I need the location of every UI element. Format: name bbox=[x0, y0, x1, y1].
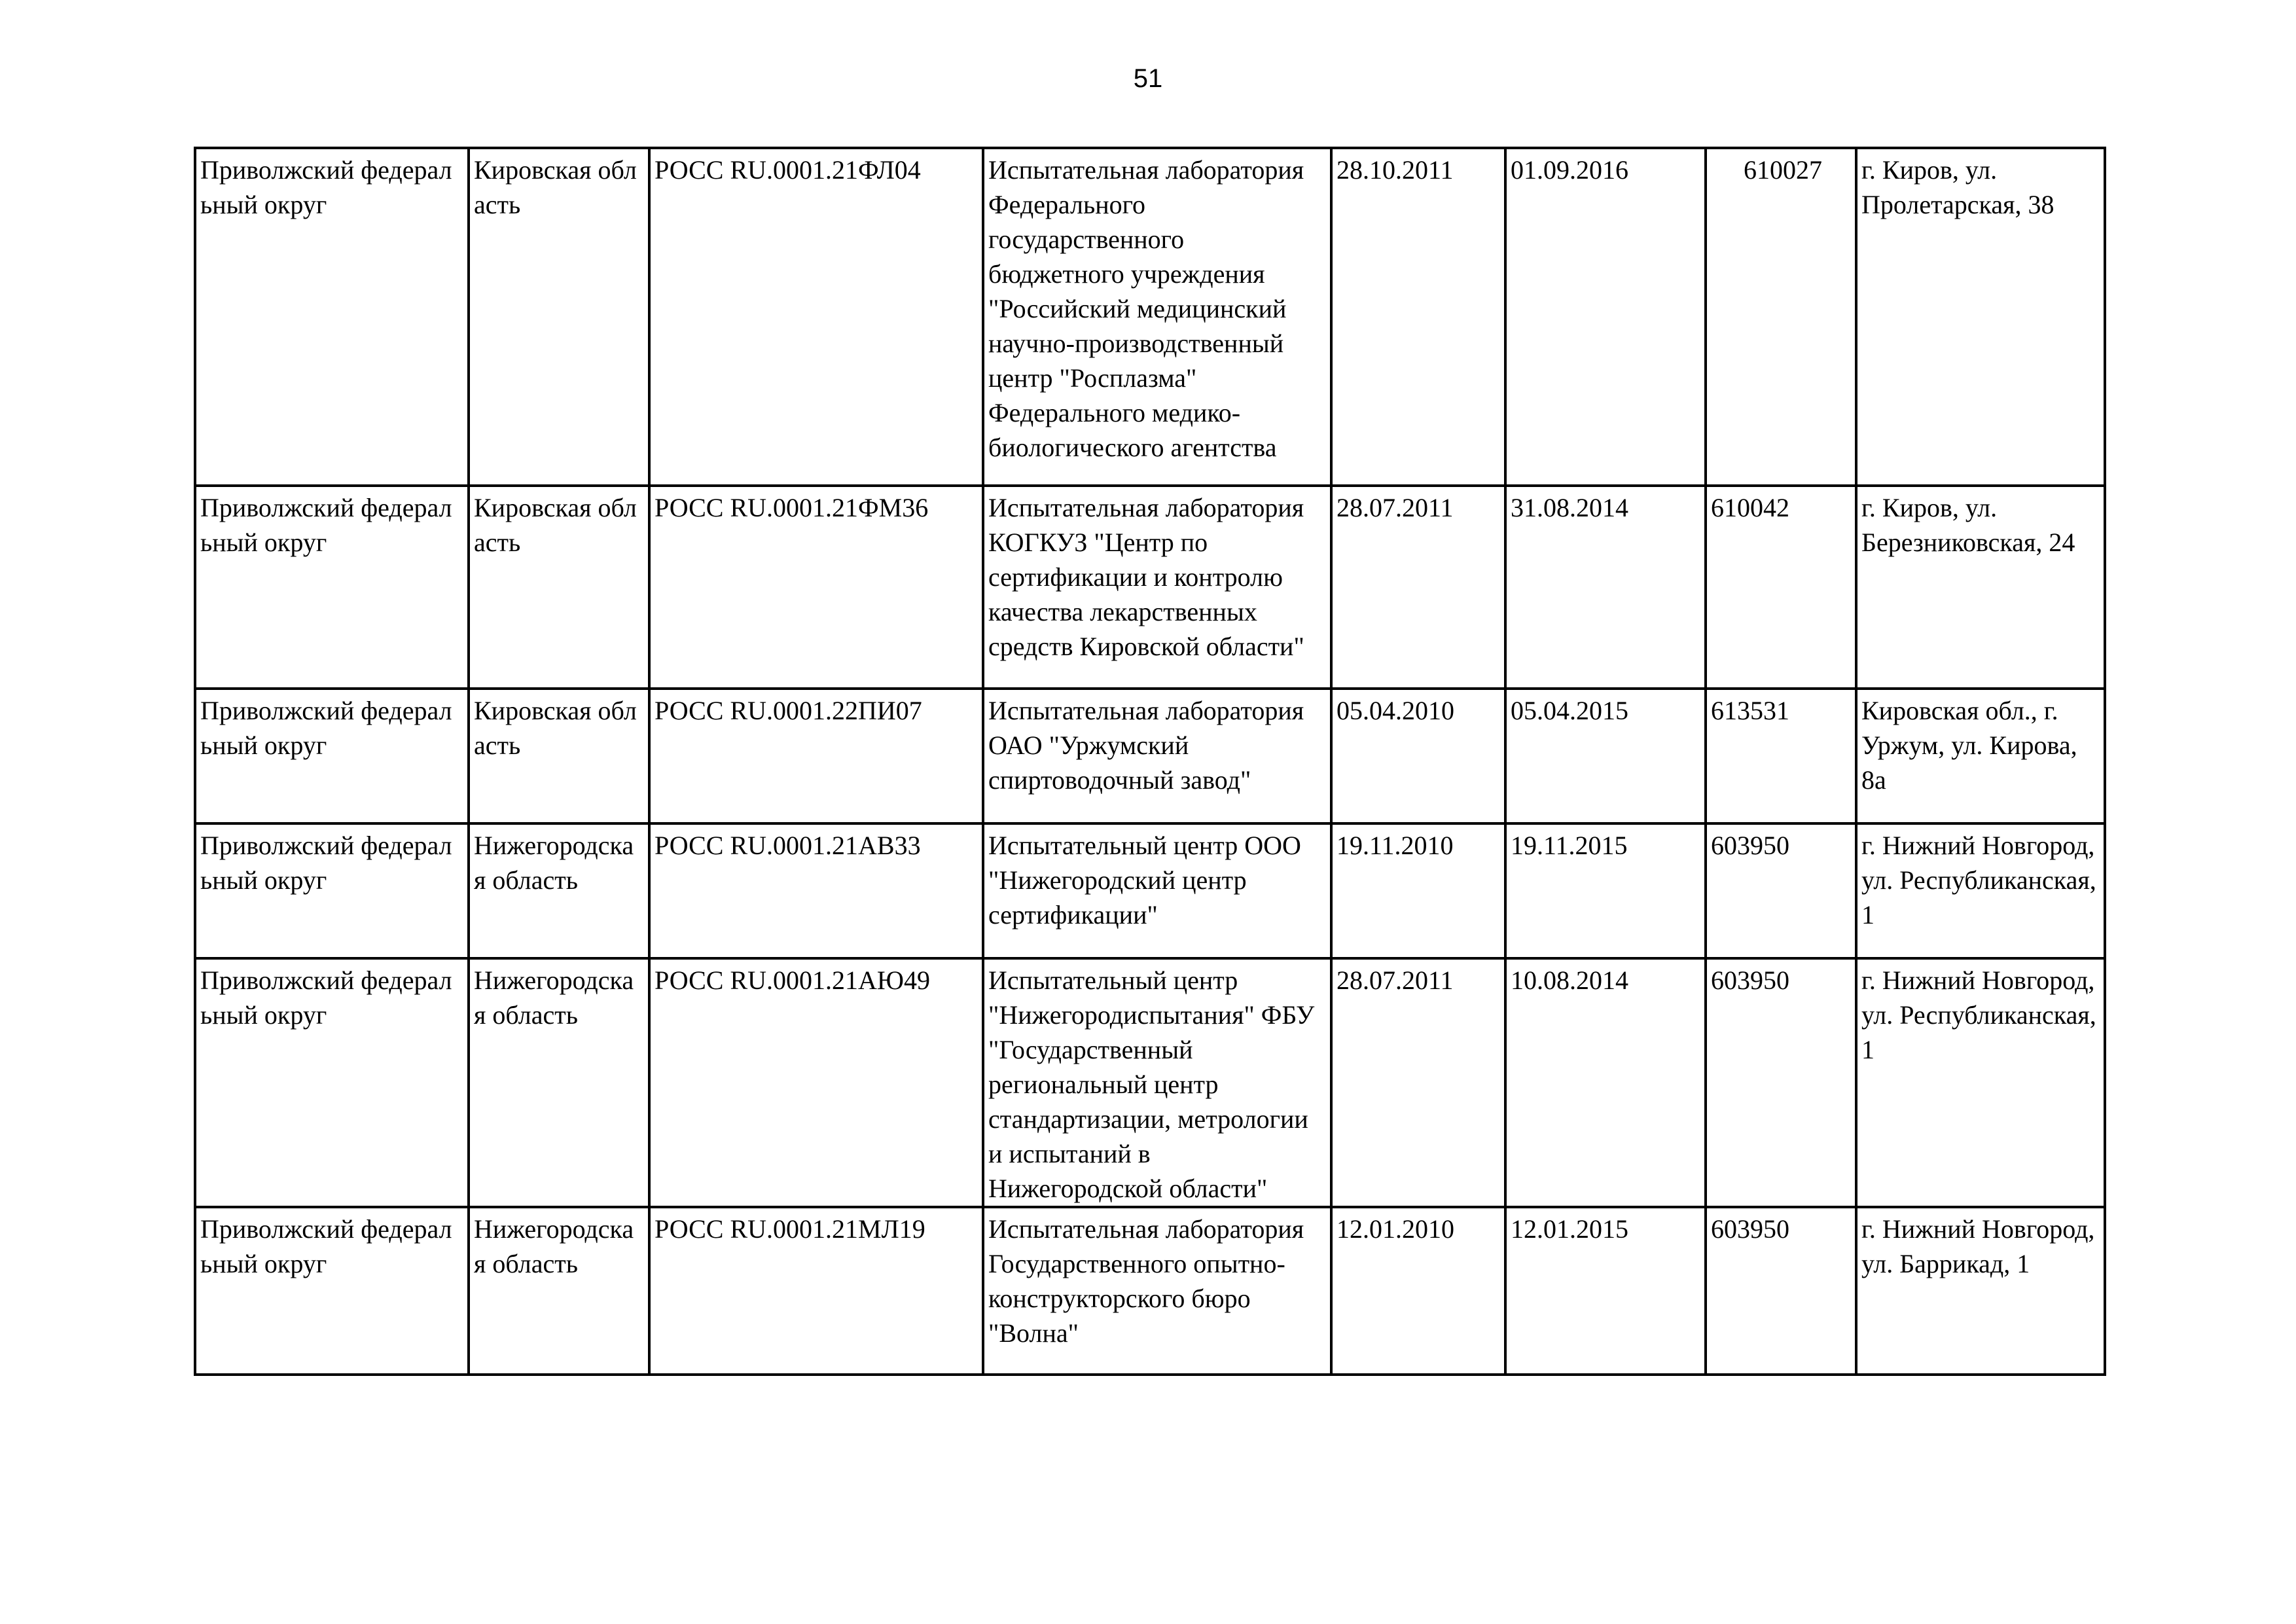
postal-code-cell: 610027 bbox=[1706, 148, 1856, 486]
address-cell: г. Нижний Новгород, ул. Баррикад, 1 bbox=[1856, 1207, 2105, 1375]
table-row bbox=[195, 689, 2105, 823]
cert-number-cell: РОСС RU.0001.21ФЛ04 bbox=[649, 148, 983, 486]
date-to-cell: 01.09.2016 bbox=[1505, 148, 1706, 486]
date-from-cell: 12.01.2010 bbox=[1331, 1207, 1505, 1375]
address-cell: г. Киров, ул. Пролетарская, 38 bbox=[1856, 148, 2105, 486]
address-cell: Кировская обл., г. Уржум, ул. Кирова, 8а bbox=[1856, 689, 2105, 823]
organization-cell: Испытательная лаборатория Федерального государственного бюджетного учреждения "Российский медицинский научно-производственный центр "Росплазма" Федерального медико-биологического агентства bbox=[983, 148, 1331, 486]
district-cell: Приволжский федеральный округ bbox=[195, 958, 469, 1207]
region-cell: Кировская область bbox=[469, 148, 649, 486]
organization-cell: Испытательная лаборатория ОАО "Уржумский спиртоводочный завод" bbox=[983, 689, 1331, 823]
table-row bbox=[195, 823, 2105, 958]
cert-number-cell: РОСС RU.0001.21МЛ19 bbox=[649, 1207, 983, 1375]
date-to-cell: 05.04.2015 bbox=[1505, 689, 1706, 823]
organization-cell: Испытательная лаборатория КОГКУЗ "Центр по сертификации и контролю качества лекарственных средств Кировской области" bbox=[983, 486, 1331, 689]
region-cell: Нижегородская область bbox=[469, 1207, 649, 1375]
date-from-cell: 28.07.2011 bbox=[1331, 958, 1505, 1207]
table-row bbox=[195, 1207, 2105, 1375]
region-cell: Нижегородская область bbox=[469, 823, 649, 958]
date-to-cell: 19.11.2015 bbox=[1505, 823, 1706, 958]
date-from-cell: 19.11.2010 bbox=[1331, 823, 1505, 958]
date-to-cell: 10.08.2014 bbox=[1505, 958, 1706, 1207]
postal-code-cell: 603950 bbox=[1706, 1207, 1856, 1375]
district-cell: Приволжский федеральный округ bbox=[195, 1207, 469, 1375]
address-cell: г. Нижний Новгород, ул. Республиканская, 1 bbox=[1856, 958, 2105, 1207]
date-to-cell: 12.01.2015 bbox=[1505, 1207, 1706, 1375]
cert-number-cell: РОСС RU.0001.21АВ33 bbox=[649, 823, 983, 958]
address-cell: г. Нижний Новгород, ул. Республиканская, 1 bbox=[1856, 823, 2105, 958]
postal-code-cell: 613531 bbox=[1706, 689, 1856, 823]
organization-cell: Испытательный центр ООО "Нижегородский центр сертификации" bbox=[983, 823, 1331, 958]
page-number: 51 bbox=[1133, 64, 1163, 93]
region-cell: Кировская область bbox=[469, 689, 649, 823]
date-to-cell: 31.08.2014 bbox=[1505, 486, 1706, 689]
organization-cell: Испытательный центр "Нижегородиспытания" ФБУ "Государственный региональный центр стандартизации, метрологии и испытаний в Нижегородской области" bbox=[983, 958, 1331, 1207]
organization-cell: Испытательная лаборатория Государственного опытно-конструкторского бюро "Волна" bbox=[983, 1207, 1331, 1375]
registry-table bbox=[194, 147, 2106, 1376]
cert-number-cell: РОСС RU.0001.21АЮ49 bbox=[649, 958, 983, 1207]
date-from-cell: 05.04.2010 bbox=[1331, 689, 1505, 823]
table-row bbox=[195, 958, 2105, 1207]
district-cell: Приволжский федеральный округ bbox=[195, 486, 469, 689]
postal-code-cell: 610042 bbox=[1706, 486, 1856, 689]
region-cell: Нижегородская область bbox=[469, 958, 649, 1207]
postal-code-cell: 603950 bbox=[1706, 823, 1856, 958]
cert-number-cell: РОСС RU.0001.21ФМ36 bbox=[649, 486, 983, 689]
region-cell: Кировская область bbox=[469, 486, 649, 689]
address-cell: г. Киров, ул. Березниковская, 24 bbox=[1856, 486, 2105, 689]
cert-number-cell: РОСС RU.0001.22ПИ07 bbox=[649, 689, 983, 823]
table-row bbox=[195, 486, 2105, 689]
district-cell: Приволжский федеральный округ bbox=[195, 689, 469, 823]
district-cell: Приволжский федеральный округ bbox=[195, 148, 469, 486]
table-row bbox=[195, 148, 2105, 486]
date-from-cell: 28.10.2011 bbox=[1331, 148, 1505, 486]
date-from-cell: 28.07.2011 bbox=[1331, 486, 1505, 689]
postal-code-cell: 603950 bbox=[1706, 958, 1856, 1207]
district-cell: Приволжский федеральный округ bbox=[195, 823, 469, 958]
